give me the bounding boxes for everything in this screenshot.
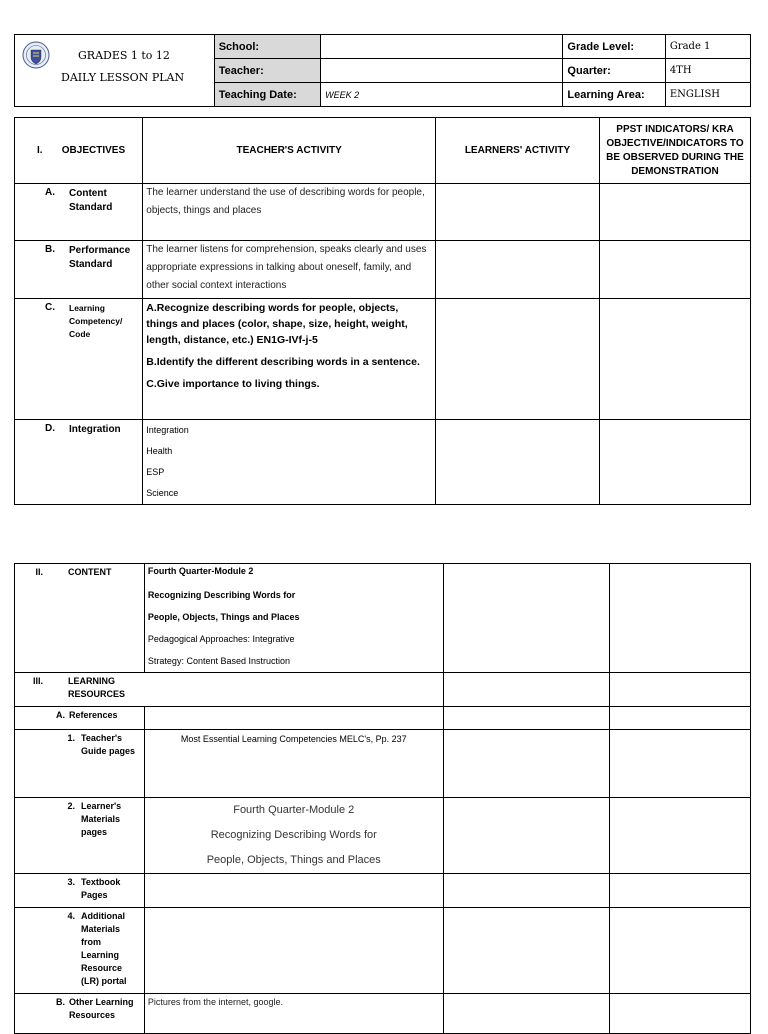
references-label: References: [69, 710, 118, 720]
teachers-guide-index: 1.: [67, 733, 75, 743]
grade-level-label: Grade Level:: [563, 35, 665, 59]
teaching-date-week: WEEK 2: [325, 89, 360, 100]
learning-resources-label: LEARNING RESOURCES: [68, 676, 126, 699]
learners-materials-lines: [144, 798, 443, 874]
teachers-guide-text: Most Essential Learning Competencies MELC's, Pp. 237: [144, 730, 443, 798]
learners-materials-ppst: [609, 798, 750, 874]
learning-resources-label-cell: [15, 673, 444, 707]
learners-materials-line: Fourth Quarter-Module 2: [233, 804, 355, 816]
teaching-date-label: Teaching Date:: [214, 83, 320, 107]
teachers-guide-learners: [443, 730, 609, 798]
integration-item: Science: [146, 488, 179, 498]
content-line-strategy: Strategy: Content Based Instruction: [147, 656, 291, 666]
teachers-guide-ppst: [609, 730, 750, 798]
references-index: A.: [56, 710, 65, 720]
teachers-guide-label-cell: [15, 730, 145, 798]
content-standard-learners: [436, 184, 600, 241]
other-resources-label-cell: [15, 994, 145, 1034]
learners-materials-learners: [443, 798, 609, 874]
objectives-header-cell: [15, 118, 143, 184]
content-learners: [443, 564, 609, 673]
references-ppst: [609, 707, 750, 730]
integration-item: Integration: [146, 425, 189, 435]
textbook-index: 3.: [67, 877, 75, 887]
other-resources-ppst: [609, 994, 750, 1034]
performance-standard-label: Performance Standard: [69, 245, 131, 270]
teacher-label: Teacher:: [214, 59, 320, 83]
header-title-line2: DAILY LESSON PLAN: [61, 71, 185, 84]
grade-level-value: Grade 1: [665, 35, 750, 59]
content-standard-index: A.: [45, 187, 55, 198]
content-standard-text: The learner understand the use of describing words for people, objects, things and places: [143, 184, 436, 241]
integration-index: D.: [45, 423, 55, 434]
additional-materials-learners: [443, 908, 609, 994]
learners-materials-line: Recognizing Describing Words for: [210, 829, 377, 841]
other-resources-index: B.: [56, 997, 65, 1007]
additional-materials-index: 4.: [67, 911, 75, 921]
references-text: [144, 707, 443, 730]
references-label-cell: [15, 707, 145, 730]
school-value: [321, 35, 563, 59]
content-label: CONTENT: [68, 567, 112, 577]
learners-materials-line: People, Objects, Things and Places: [206, 854, 381, 866]
competency-ppst: [599, 299, 750, 420]
teachers-guide-label: Teacher's Guide pages: [81, 733, 136, 756]
integration-learners: [436, 420, 600, 505]
learning-area-value: ENGLISH: [665, 83, 750, 107]
references-learners: [443, 707, 609, 730]
performance-standard-learners: [436, 241, 600, 299]
teacher-value: [321, 59, 563, 83]
learning-resources-learners: [443, 673, 609, 707]
quarter-label: Quarter:: [563, 59, 665, 83]
content-standard-label: Content Standard: [69, 188, 113, 213]
competency-objective-c: C.Give importance to living things.: [146, 378, 320, 390]
learning-resources-index: III.: [32, 676, 43, 686]
quarter-value: 4TH: [665, 59, 750, 83]
objectives-index: I.: [37, 145, 43, 156]
competency-text-cell: [143, 299, 436, 420]
learners-activity-header: LEARNERS' ACTIVITY: [436, 118, 600, 184]
textbook-label: Textbook Pages: [81, 877, 121, 900]
textbook-ppst: [609, 874, 750, 908]
teaching-date-value: [321, 83, 563, 107]
additional-materials-ppst: [609, 908, 750, 994]
objectives-table: [14, 117, 751, 505]
teacher-activity-header: TEACHER'S ACTIVITY: [143, 118, 436, 184]
textbook-label-cell: [15, 874, 145, 908]
other-resources-learners: [443, 994, 609, 1034]
additional-materials-label: Additional Materials from Learning Resource (LR) portal: [81, 911, 127, 986]
integration-label: Integration: [69, 424, 121, 435]
other-resources-text: Pictures from the internet, google.: [144, 994, 443, 1034]
content-ppst: [609, 564, 750, 673]
integration-item: ESP: [146, 467, 165, 477]
learners-materials-index: 2.: [67, 801, 75, 811]
content-line-module: Fourth Quarter-Module 2: [147, 566, 254, 576]
textbook-learners: [443, 874, 609, 908]
performance-standard-text: The learner listens for comprehension, speaks clearly and uses appropriate expressions in talking about oneself, family, and other social context interactions: [143, 241, 436, 299]
header-title-line1: GRADES 1 to 12: [78, 49, 170, 62]
content-line-title: Recognizing Describing Words for: [147, 590, 296, 600]
competency-objective-a: A.Recognize describing words for people, objects, things and places (color, shape, size, height, weight, length, distance, etc.) EN1G-IVf-j-5: [146, 302, 408, 346]
competency-learners: [436, 299, 600, 420]
integration-item: Health: [146, 446, 173, 456]
integration-ppst: [599, 420, 750, 505]
header-table: [14, 34, 751, 107]
content-line-approach: Pedagogical Approaches: Integrative: [147, 634, 295, 644]
content-standard-label-cell: [15, 184, 143, 241]
competency-label-cell: [15, 299, 143, 420]
competency-index: C.: [45, 302, 55, 313]
learners-materials-label-cell: [15, 798, 145, 874]
competency-label: Learning Competency/ Code: [69, 303, 123, 339]
textbook-text: [144, 874, 443, 908]
competency-objective-b: B.Identify the different describing words in a sentence.: [146, 356, 420, 368]
performance-standard-ppst: [599, 241, 750, 299]
content-line-subtitle: People, Objects, Things and Places: [147, 612, 300, 622]
header-title-cell: [15, 35, 215, 107]
deped-seal-icon: [22, 41, 50, 69]
content-table: [14, 563, 751, 1034]
ppst-indicators-header: PPST INDICATORS/ KRA OBJECTIVE/INDICATORS TO BE OBSERVED DURING THE DEMONSTRATION: [599, 118, 750, 184]
content-standard-ppst: [599, 184, 750, 241]
integration-list: [143, 420, 436, 505]
learning-resources-ppst: [609, 673, 750, 707]
school-label: School:: [214, 35, 320, 59]
content-label-cell: [15, 564, 145, 673]
content-lines: [144, 564, 443, 673]
other-resources-label: Other Learning Resources: [69, 997, 134, 1020]
additional-materials-label-cell: [15, 908, 145, 994]
content-index: II.: [35, 567, 43, 577]
learners-materials-label: Learner's Materials pages: [81, 801, 122, 837]
learning-area-label: Learning Area:: [563, 83, 665, 107]
additional-materials-text: [144, 908, 443, 994]
performance-standard-index: B.: [45, 244, 55, 255]
objectives-label: OBJECTIVES: [61, 145, 126, 156]
integration-label-cell: [15, 420, 143, 505]
performance-standard-label-cell: [15, 241, 143, 299]
